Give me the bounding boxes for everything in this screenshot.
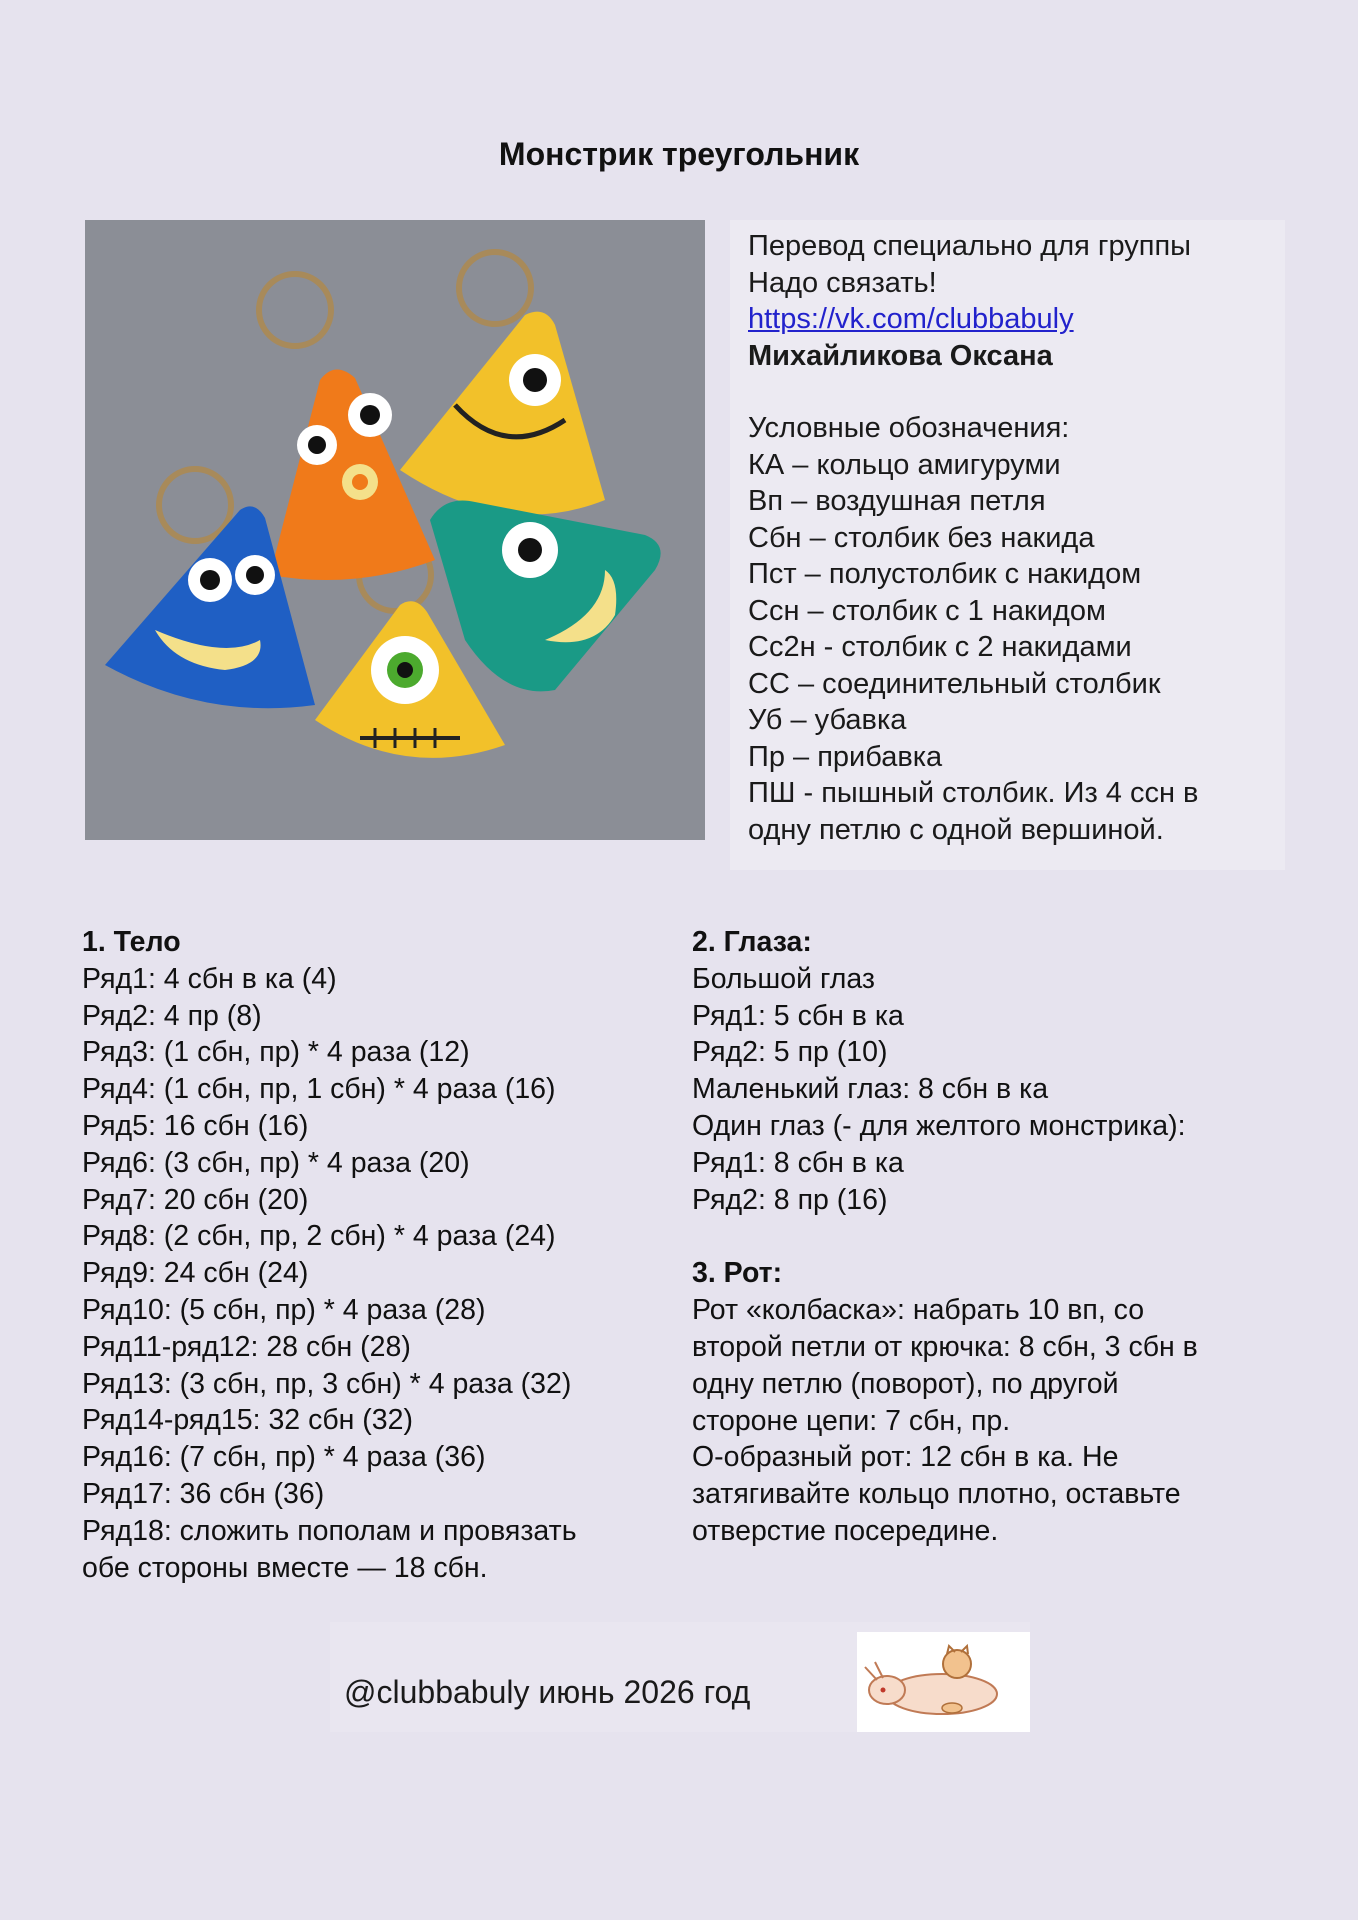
legend-title: Условные обозначения: [748, 412, 1070, 444]
legend-item: КА – кольцо амигуруми [748, 448, 1061, 481]
footer-text: @clubbabuly июнь 2026 год [344, 1674, 751, 1710]
eyes-mouth-section [692, 924, 1292, 1550]
bunny-logo [857, 1632, 1030, 1732]
crochet-monsters-image [85, 220, 705, 840]
group-name: Надо связать! [748, 266, 937, 299]
pattern-row: стороне цепи: 7 сбн, пр. [692, 1404, 1011, 1437]
pattern-row: Ряд7: 20 сбн (20) [82, 1183, 309, 1216]
legend-item: Пст – полустолбик с накидом [748, 558, 1142, 590]
pattern-row: Ряд8: (2 сбн, пр, 2 сбн) * 4 раза (24) [82, 1220, 556, 1253]
pattern-row: Ряд1: 4 сбн в ка (4) [82, 962, 337, 995]
pattern-row: Ряд6: (3 сбн, пр) * 4 раза (20) [82, 1146, 470, 1179]
pattern-row: Ряд18: сложить пополам и провязать [82, 1514, 577, 1547]
legend-item: одну петлю с одной вершиной. [748, 813, 1164, 846]
group-link[interactable]: https://vk.com/clubbabuly [748, 303, 1074, 335]
product-photo [85, 220, 705, 840]
legend-item: Сс2н - столбик с 2 накидами [748, 631, 1132, 663]
pattern-row: Ряд1: 5 сбн в ка [692, 999, 904, 1032]
author-name: Михайликова Оксана [748, 339, 1053, 372]
section-heading: 2. Глаза: [692, 926, 812, 958]
section-heading: 3. Рот: [692, 1257, 783, 1290]
pattern-row: Один глаз (- для желтого монстрика): [692, 1109, 1186, 1142]
legend-item: Сбн – столбик без накида [748, 521, 1095, 554]
pattern-row: отверстие посередине. [692, 1514, 999, 1547]
info-panel [730, 220, 1285, 870]
legend-item: ПШ - пышный столбик. Из 4 ссн в [748, 777, 1199, 809]
pattern-row: Ряд4: (1 сбн, пр, 1 сбн) * 4 раза (16) [82, 1073, 556, 1106]
page-title: Монстрик треугольник [498, 136, 860, 172]
section-heading: 1. Тело [82, 926, 181, 958]
pattern-row: второй петли от крючка: 8 сбн, 3 сбн в [692, 1330, 1198, 1363]
pattern-row: обе стороны вместе — 18 сбн. [82, 1551, 488, 1584]
pattern-row: затягивайте кольцо плотно, оставьте [692, 1478, 1181, 1511]
body-section [82, 924, 682, 1586]
pattern-row: Ряд17: 36 сбн (36) [82, 1477, 325, 1510]
pattern-row: одну петлю (поворот), по другой [692, 1367, 1119, 1400]
group-line: Перевод специально для группы [748, 230, 1192, 262]
legend-item: Пр – прибавка [748, 740, 943, 773]
pattern-row: Ряд2: 4 пр (8) [82, 999, 262, 1032]
legend-item: Вп – воздушная петля [748, 485, 1046, 517]
pattern-row: О-образный рот: 12 сбн в ка. Не [692, 1441, 1119, 1474]
pattern-row: Ряд16: (7 сбн, пр) * 4 раза (36) [82, 1441, 486, 1474]
pattern-row: Маленький глаз: 8 сбн в ка [692, 1073, 1049, 1106]
legend-item: Уб – убавка [748, 704, 907, 736]
pattern-row: Ряд5: 16 сбн (16) [82, 1109, 309, 1142]
pattern-row: Ряд2: 8 пр (16) [692, 1183, 888, 1216]
pattern-row: Рот «колбаска»: набрать 10 вп, со [692, 1294, 1145, 1327]
legend-item: Ссн – столбик с 1 накидом [748, 594, 1106, 627]
pattern-row: Ряд13: (3 сбн, пр, 3 сбн) * 4 раза (32) [82, 1367, 572, 1400]
pattern-row: Большой глаз [692, 962, 875, 995]
pattern-row: Ряд3: (1 сбн, пр) * 4 раза (12) [82, 1036, 470, 1069]
pattern-row: Ряд1: 8 сбн в ка [692, 1146, 904, 1179]
footer [330, 1622, 1030, 1732]
pattern-row: Ряд10: (5 сбн, пр) * 4 раза (28) [82, 1293, 486, 1326]
bunny-cat-icon [857, 1632, 1030, 1732]
pattern-row: Ряд9: 24 сбн (24) [82, 1257, 309, 1290]
pattern-row: Ряд11-ряд12: 28 сбн (28) [82, 1330, 411, 1363]
legend-item: СС – соединительный столбик [748, 667, 1161, 700]
pattern-row: Ряд14-ряд15: 32 сбн (32) [82, 1404, 413, 1437]
pattern-row: Ряд2: 5 пр (10) [692, 1036, 888, 1069]
